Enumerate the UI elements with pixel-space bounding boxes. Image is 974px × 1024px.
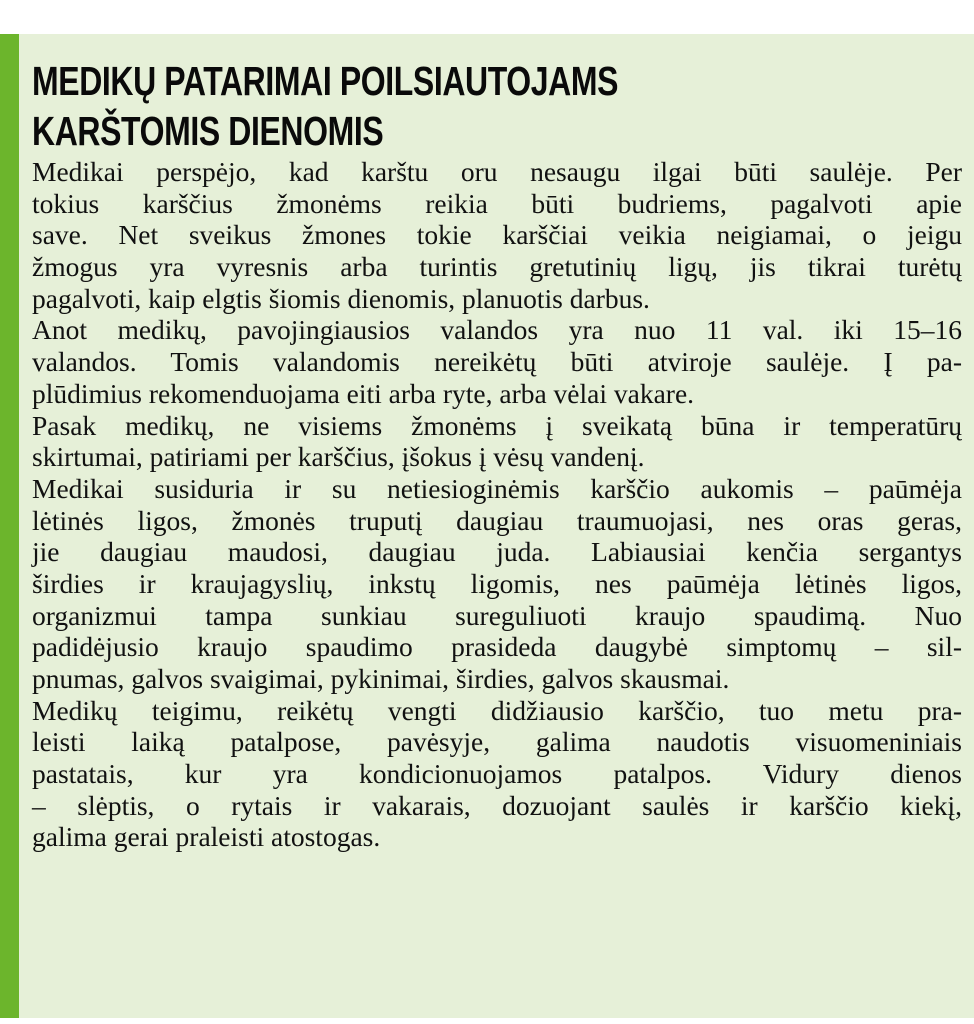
- text-line: pagalvoti, kaip elgtis šiomis dienomis, planuotis darbus.: [32, 282, 650, 314]
- text-line: organizmui tampa sunkiau sureguliuoti kraujo spaudimą. Nuo: [32, 599, 962, 631]
- article-box: [0, 34, 974, 1018]
- text-line: valandos. Tomis valandomis nereikėtų būti atviroje saulėje. Į pa-: [32, 346, 962, 378]
- text-line: skirtumai, patiriami per karščius, įšokus į vėsų vandenį.: [32, 441, 645, 473]
- text-line: Medikai perspėjo, kad karštu oru nesaugu ilgai būti saulėje. Per: [32, 156, 962, 187]
- text-line: leisti laiką patalpose, pavėsyje, galima naudotis visuomeniniais: [32, 726, 962, 758]
- article-body: [32, 156, 962, 853]
- text-line: Medikų teigimu, reikėtų vengti didžiausio karščio, tuo metu pra-: [32, 694, 962, 726]
- text-line: Pasak medikų, ne visiems žmonėms į sveikatą būna ir temperatūrų: [32, 409, 962, 441]
- text-line: Anot medikų, pavojingiausios valandos yra nuo 11 val. iki 15–16: [32, 314, 962, 346]
- text-line: plūdimius rekomenduojama eiti arba ryte, arba vėlai vakare.: [32, 377, 695, 409]
- text-line: lėtinės ligos, žmonės truputį daugiau traumuojasi, nes oras geras,: [32, 504, 962, 536]
- text-line: padidėjusio kraujo spaudimo prasideda daugybė simptomų – sil-: [32, 631, 962, 663]
- title-line: MEDIKŲ PATARIMAI POILSIAUTOJAMS: [32, 58, 619, 104]
- text-line: žmogus yra vyresnis arba turintis gretutinių ligų, jis tikrai turėtų: [32, 251, 962, 283]
- accent-bar: [0, 34, 19, 1018]
- text-line: Medikai susiduria ir su netiesioginėmis karščio aukomis – paūmėja: [32, 472, 962, 504]
- article-title: [32, 56, 968, 156]
- text-line: pastatais, kur yra kondicionuojamos patalpos. Vidury dienos: [32, 758, 962, 790]
- text-line: jie daugiau maudosi, daugiau juda. Labiausiai kenčia sergantys: [32, 536, 962, 568]
- text-line: širdies ir kraujagyslių, inkstų ligomis, nes paūmėja lėtinės ligos,: [32, 567, 962, 599]
- text-line: tokius karščius žmonėms reikia būti budriems, pagalvoti apie: [32, 187, 962, 219]
- text-line: – slėptis, o rytais ir vakarais, dozuojant saulės ir karščio kiekį,: [32, 789, 962, 821]
- text-line: save. Net sveikus žmones tokie karščiai veikia neigiamai, o jeigu: [32, 219, 962, 251]
- title-line: KARŠTOMIS DIENOMIS: [32, 108, 384, 154]
- text-line: galima gerai praleisti atostogas.: [32, 821, 381, 853]
- text-line: pnumas, galvos svaigimai, pykinimai, širdies, galvos skausmai.: [32, 663, 730, 694]
